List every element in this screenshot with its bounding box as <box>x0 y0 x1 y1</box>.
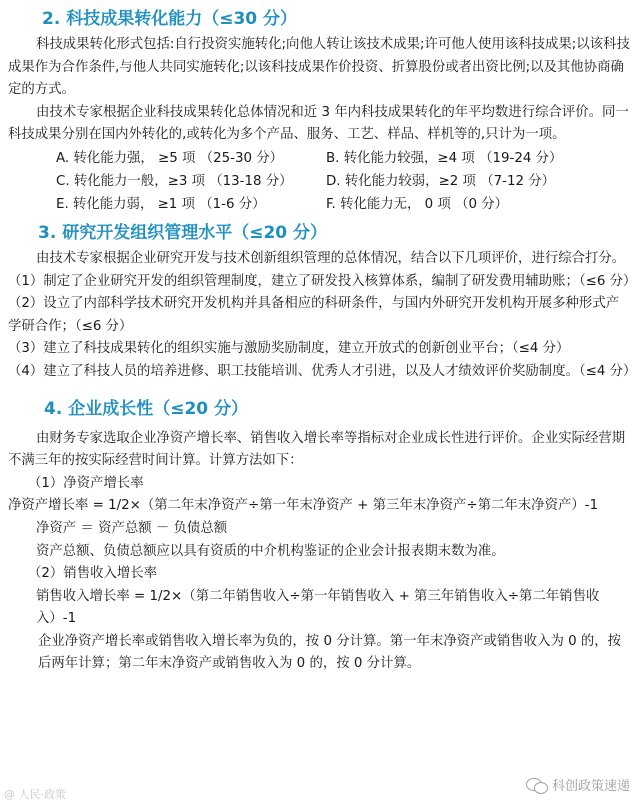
sub-1-label: （1）净资产增长率 <box>28 475 144 491</box>
section-3-heading: 3. 研究开发组织管理水平（≤20 分） <box>38 222 328 243</box>
section-3-item: （1）制定了企业研究开发的组织管理制度，建立了研发投入核算体系，编制了研发费用辅助账；（≤6 分） <box>8 273 637 289</box>
wechat-icon <box>526 776 548 794</box>
sub-2-label: （2）销售收入增长率 <box>28 566 158 582</box>
watermark-right <box>526 775 630 794</box>
section-3-item: （2）设立了内部科学技术研究开发机构并具备相应的科研条件，与国内外研究开发机构开展多种形式产学研合作；（≤6 分） <box>8 296 620 334</box>
formula-net-asset: 净资产 ＝ 资产总额 － 负债总额 <box>36 520 228 536</box>
section-2-para-1: 科技成果转化形式包括:自行投资实施转化;向他人转让该技术成果;许可他人使用该科技成果;以该科技成果作为合作条件,与他人共同实施转化;以该科技成果作价投资、折算股份或者出资比例;以及其他协商确定的方式。 <box>8 37 630 98</box>
section-4-intro: 由财务专家选取企业净资产增长率、销售收入增长率等指标对企业成长性进行评价。企业实际经营期不满三年的按实际经营时间计算。计算方法如下： <box>8 430 626 469</box>
grade-item: F. 转化能力无， 0 项 （0 分） <box>326 196 509 212</box>
grade-item: D. 转化能力较弱，≥2 项 （7-12 分） <box>326 173 556 189</box>
formula-net-asset-growth: 净资产增长率 = 1/2×（第二年末净资产÷第一年末净资产 + 第三年末净资产÷第二年末净资产）-1 <box>8 498 599 514</box>
section-4-heading: 4. 企业成长性（≤20 分） <box>44 398 249 419</box>
section-2-heading: 2. 科技成果转化能力（≤30 分） <box>42 9 298 29</box>
watermark-left: @ 人民·政策 <box>4 788 66 801</box>
grade-item: B. 转化能力较强，≥4 项 （19-24 分） <box>326 150 563 166</box>
grade-item: A. 转化能力强， ≥5 项 （25-30 分） <box>56 150 284 166</box>
section-2-para-2: 由技术专家根据企业科技成果转化总体情况和近 3 年内科技成果转化的年平均数进行综合评价。同一科技成果分别在国内外转化的,或转化为多个产品、服务、工艺、样品、样机等的,只计为一项。 <box>8 104 629 143</box>
watermark-right-text: 科创政策速递 <box>551 779 630 794</box>
rule-text: 企业净资产增长率或销售收入增长率为负的，按 0 分计算。第一年末净资产或销售收入为 0 的，按后两年计算；第二年末净资产或销售收入为 0 的，按 0 分计算。 <box>38 633 622 672</box>
section-3-item: （4）建立了科技人员的培养进修、职工技能培训、优秀人才引进，以及人才绩效评价奖励制度。（≤4 分） <box>8 363 637 379</box>
section-3-item: （3）建立了科技成果转化的组织实施与激励奖励制度，建立开放式的创新创业平台；（≤4 分） <box>8 341 570 357</box>
note-audit: 资产总额、负债总额应以具有资质的中介机构鉴证的企业会计报表期末数为准。 <box>36 543 505 559</box>
section-3-intro: 由技术专家根据企业研究开发与技术创新组织管理的总体情况，结合以下几项评价，进行综合打分。 <box>36 250 626 266</box>
grade-item: E. 转化能力弱， ≥1 项 （1-6 分） <box>56 196 266 212</box>
formula-sales-growth: 销售收入增长率 = 1/2×（第二年销售收入÷第一年销售收入 + 第三年销售收入÷第二年销售收入）-1 <box>36 588 600 627</box>
grade-list <box>8 147 632 216</box>
grade-item: C. 转化能力一般，≥3 项 （13-18 分） <box>56 173 293 189</box>
